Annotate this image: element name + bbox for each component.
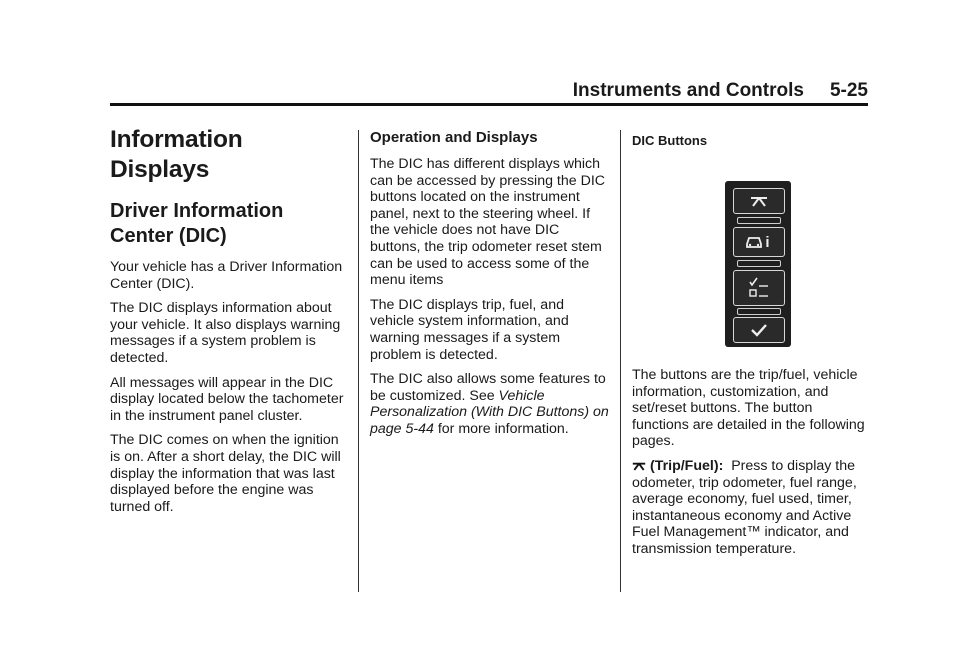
page-number: 5-25 bbox=[829, 80, 868, 101]
paragraph: The DIC displays trip, fuel, and vehicle system information, and warning messages if a system problem is detected. bbox=[370, 296, 569, 363]
heading-dic: Driver Information Center (DIC) bbox=[110, 200, 284, 247]
header-rule bbox=[110, 103, 868, 106]
column-1 bbox=[110, 125, 346, 523]
customization-button[interactable] bbox=[733, 270, 785, 306]
paragraph: All messages will appear in the DIC display located below the tachometer in the instrument panel cluster. bbox=[110, 374, 344, 424]
paragraph-customization: The DIC also allows some features to be customized. See Vehicle Personalization (With DIC Buttons) on page 5-44 for more information. bbox=[370, 371, 609, 437]
paragraph: Your vehicle has a Driver Information Center (DIC). bbox=[110, 259, 343, 292]
column-divider-1 bbox=[358, 130, 359, 592]
customization-icon bbox=[748, 276, 770, 300]
vehicle-info-button[interactable] bbox=[733, 227, 785, 257]
set-reset-button[interactable] bbox=[733, 317, 785, 343]
trip-fuel-icon bbox=[632, 460, 646, 472]
dic-button-panel bbox=[725, 181, 791, 347]
column-3 bbox=[632, 125, 870, 566]
button-divider bbox=[737, 308, 781, 315]
paragraph: The DIC displays information about your vehicle. It also displays warning messages if a system problem is detected. bbox=[110, 300, 341, 366]
section-title: Instruments and Controls bbox=[572, 80, 804, 101]
column-2 bbox=[370, 125, 610, 446]
trip-fuel-icon bbox=[750, 195, 768, 207]
heading-operation-and-displays: Operation and Displays bbox=[370, 129, 538, 146]
trip-fuel-description: (Trip/Fuel): Press to display the odometer, trip odometer, fuel range, average economy, fuel used, timer, instantaneous economy and Active Fuel Management™ indicator, and transmission temperature. bbox=[632, 457, 857, 557]
heading-dic-buttons: DIC Buttons bbox=[632, 133, 708, 148]
set-reset-check-icon bbox=[750, 323, 768, 337]
heading-information-displays: Information Displays bbox=[110, 126, 243, 183]
button-divider bbox=[737, 217, 781, 224]
vehicle-info-icon bbox=[745, 235, 763, 249]
paragraph: The DIC has different displays which can be accessed by pressing the DIC buttons located on the instrument panel, next to the steering wheel. If the vehicle does not have DIC buttons, the trip odometer reset stem can be used to access some of the menu items bbox=[370, 156, 606, 289]
button-divider bbox=[737, 260, 781, 267]
trip-fuel-button[interactable] bbox=[733, 188, 785, 214]
info-symbol: i bbox=[765, 233, 770, 251]
dic-buttons-illustration bbox=[725, 181, 791, 347]
column-divider-2 bbox=[620, 130, 621, 592]
paragraph: The DIC comes on when the ignition is on. After a short delay, the DIC will display the information that was last displayed before the engine was turned off. bbox=[110, 432, 341, 515]
trip-fuel-label: (Trip/Fuel): bbox=[650, 457, 724, 474]
page-header bbox=[110, 80, 868, 102]
cross-reference-link[interactable]: Vehicle Personalization (With DIC Buttons) on page 5-44 bbox=[370, 387, 609, 437]
paragraph: The buttons are the trip/fuel, vehicle information, customization, and set/reset buttons. The button functions are detailed in the following pages. bbox=[632, 367, 865, 450]
